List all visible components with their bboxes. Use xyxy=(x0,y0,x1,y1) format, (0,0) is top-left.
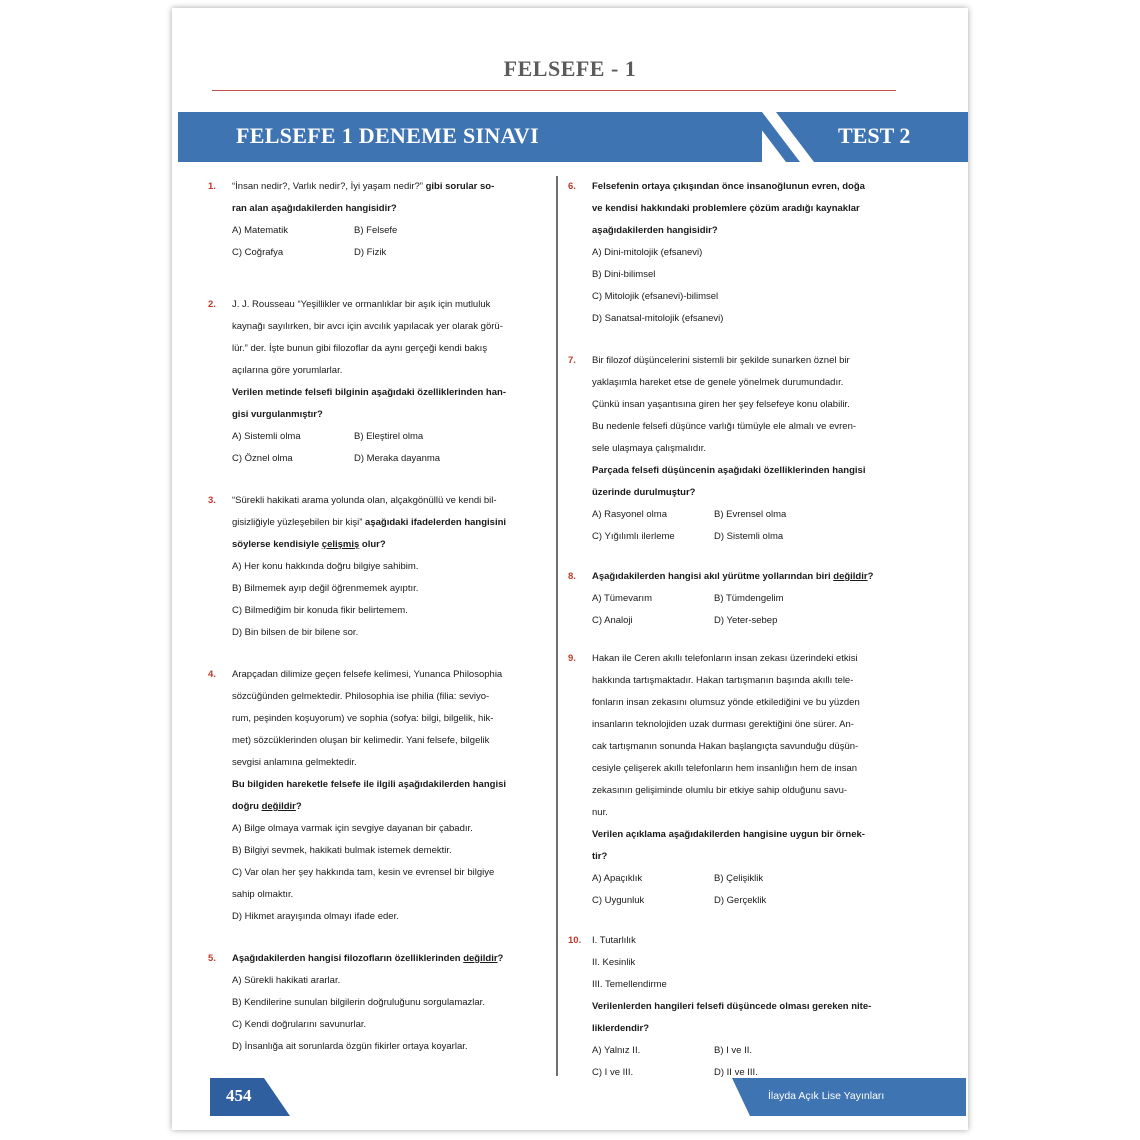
option-d[interactable]: D) Sanatsal-mitolojik (efsanevi) xyxy=(592,313,724,324)
option-d[interactable]: D) Yeter-sebep xyxy=(714,615,778,626)
prompt-text: aşağıdaki ifadelerden hangisini xyxy=(362,517,507,528)
left-column xyxy=(202,176,542,1058)
option-a[interactable]: A) Tümevarım xyxy=(592,593,653,604)
option-b[interactable]: B) I ve II. xyxy=(714,1045,753,1056)
publisher-name: İlayda Açık Lise Yayınları xyxy=(768,1090,885,1102)
question-text-line: sele ulaşmaya çalışmalıdır. xyxy=(592,443,707,454)
question-text-line: lür.” der. İşte bunun gibi filozoflar da aynı gerçeği kendi bakış xyxy=(232,343,488,354)
question-number: 10. xyxy=(568,935,582,946)
title-underline xyxy=(212,90,896,91)
question-prompt xyxy=(232,796,542,818)
option-b[interactable]: B) Evrensel olma xyxy=(714,509,787,520)
prompt-text: olur? xyxy=(359,539,386,550)
prompt-text: Aşağıdakilerden hangisi akıl yürütme yollarından biri xyxy=(592,571,834,582)
question-prompt: liklerdendir? xyxy=(592,1023,650,1034)
question-3 xyxy=(202,490,542,664)
question-text-line: cak tartışmanın sonunda Hakan başlangıçta savunduğu düşün- xyxy=(592,741,859,752)
option-c[interactable]: C) Kendi doğrularını savunurlar. xyxy=(232,1019,367,1030)
prompt-text: ? xyxy=(867,571,874,582)
question-text-line: insanların teknolojiden uzak durması gerektiğini öne sürer. An- xyxy=(592,719,854,730)
question-text-line xyxy=(232,512,542,534)
option-c[interactable]: C) Uygunluk xyxy=(592,895,645,906)
question-text-line: fonların insan zekasını olumsuz yönde etkilediğini ve bu yüzden xyxy=(592,697,860,708)
question-text-line: Hakan ile Ceren akıllı telefonların insan zekası üzerindeki etkisi xyxy=(592,653,858,664)
question-text-line: hakkında tartışmaktadır. Hakan tartışmanın başında akıllı tele- xyxy=(592,675,854,686)
question-text-line: Bir filozof düşüncelerini sistemli bir şekilde sunarken öznel bir xyxy=(592,355,850,366)
prompt-text: ? xyxy=(295,801,302,812)
option-a[interactable]: A) Apaçıklık xyxy=(592,873,643,884)
question-number: 2. xyxy=(208,299,216,310)
question-6 xyxy=(562,176,902,350)
option-c[interactable]: C) Analoji xyxy=(592,615,633,626)
question-text-line: sözcüğünden gelmektedir. Philosophia ise philia (filia: seviyo- xyxy=(232,691,490,702)
option-a[interactable]: A) Sürekli hakikati ararlar. xyxy=(232,975,341,986)
option-b[interactable]: B) Bilgiyi sevmek, hakikati bulmak istemek demektir. xyxy=(232,845,452,856)
option-d[interactable]: D) Bin bilsen de bir bilene sor. xyxy=(232,627,359,638)
question-text-line: zekasının gelişiminde olumlu bir etkiye sahip olduğunu savu- xyxy=(592,785,848,796)
question-4 xyxy=(202,664,542,948)
option-d[interactable]: D) İnsanlığa ait sorunlarda özgün fikirler ortaya koyarlar. xyxy=(232,1041,468,1052)
question-5 xyxy=(202,948,542,1058)
question-7 xyxy=(562,350,902,566)
course-title: FELSEFE - 1 xyxy=(503,56,637,81)
prompt-text: ? xyxy=(497,953,504,964)
column-divider xyxy=(556,176,558,1076)
option-d[interactable]: D) Fizik xyxy=(354,247,387,258)
answer-options xyxy=(592,504,902,548)
option-d[interactable]: D) Merakа dayanma xyxy=(354,453,441,464)
question-prompt: Felsefenin ortaya çıkışından önce insanoğlunun evren, doğa xyxy=(592,181,865,192)
page-number: 454 xyxy=(226,1086,252,1105)
question-text-line: “Sürekli hakikati arama yolunda olan, alçakgönüllü ve kendi bil- xyxy=(232,495,497,506)
exam-title: FELSEFE 1 DENEME SINAVI xyxy=(236,123,539,148)
question-number: 8. xyxy=(568,571,576,582)
question-text-line: açılarına göre yorumlarlar. xyxy=(232,365,343,376)
option-a[interactable]: A) Rasyonel olma xyxy=(592,509,667,520)
option-a[interactable]: A) Matematik xyxy=(232,225,288,236)
answer-options xyxy=(232,220,542,264)
question-prompt: aşağıdakilerden hangisidir? xyxy=(592,225,718,236)
question-prompt: Bu bilgiden hareketle felsefe ile ilgili aşağıdakilerden hangisi xyxy=(232,779,507,790)
answer-options xyxy=(232,426,542,470)
page-footer xyxy=(172,1074,968,1120)
question-prompt xyxy=(232,534,542,556)
option-d[interactable]: D) Gerçeklik xyxy=(714,895,767,906)
prompt-text: Aşağıdakilerden hangisi filozofların özelliklerinden xyxy=(232,953,464,964)
question-number: 7. xyxy=(568,355,576,366)
option-b[interactable]: B) Bilmemek ayıp değil öğrenmemek ayıptır. xyxy=(232,583,419,594)
question-text-line: Arapçadan dilimize geçen felsefe kelimesi, Yunanca Philosophia xyxy=(232,669,503,680)
prompt-text: doğru xyxy=(232,801,262,812)
stem-quote: “İnsan nedir?, Varlık nedir?, İyi yaşam nedir?” xyxy=(232,181,423,192)
option-c[interactable]: C) Öznel olma xyxy=(232,453,293,464)
question-prompt: Verilen açıklama aşağıdakilerden hangisine uygun bir örnek- xyxy=(592,829,865,840)
option-a[interactable]: A) Dini-mitolojik (efsanevi) xyxy=(592,247,703,258)
option-c[interactable]: C) Coğrafya xyxy=(232,247,284,258)
question-text-line: kaynağı sayılırken, bir avcı için avcılık yapılacak yer olarak görü- xyxy=(232,321,503,332)
question-number: 4. xyxy=(208,669,216,680)
exam-page xyxy=(172,8,968,1130)
question-prompt: ve kendisi hakkındaki problemlere çözüm aradığı kaynaklar xyxy=(592,203,860,214)
question-text-line: nur. xyxy=(592,807,608,818)
statement-item: II. Kesinlik xyxy=(592,957,636,968)
question-2 xyxy=(202,294,542,490)
question-prompt: tir? xyxy=(592,851,608,862)
option-a[interactable]: A) Her konu hakkında doğru bilgiye sahibim. xyxy=(232,561,419,572)
prompt-underlined: değildir xyxy=(261,801,296,812)
question-prompt: Verilen metinde felsefi bilginin aşağıdaki özelliklerinden han- xyxy=(232,387,506,398)
question-prompt xyxy=(232,948,542,970)
answer-options xyxy=(592,868,902,912)
question-prompt: Verilenlerden hangileri felsefi düşüncede olması gereken nite- xyxy=(592,1001,872,1012)
answer-options xyxy=(592,588,902,632)
option-b[interactable]: B) Çelişiklik xyxy=(714,873,764,884)
question-number: 9. xyxy=(568,653,576,664)
question-prompt: üzerinde durulmuştur? xyxy=(592,487,696,498)
option-b[interactable]: B) Eleştirel olma xyxy=(354,431,424,442)
question-text-line: Bu nedenle felsefi düşünce varlığı tümüyle ele almalı ve evren- xyxy=(592,421,857,432)
question-prompt: Parçada felsefi düşüncenin aşağıdaki özelliklerinden hangisi xyxy=(592,465,866,476)
question-text-line: Çünkü insan yaşantısına giren her şey felsefeye konu olabilir. xyxy=(592,399,850,410)
stem-bold: gibi sorular so- xyxy=(422,181,495,192)
quote-text: gisizliğiyle yüzleşebilen bir kişi” xyxy=(232,517,363,528)
question-text-line: rum, peşinden koşuyorum) ve sophia (sofya: bilgi, bilgelik, hik- xyxy=(232,713,494,724)
option-c[interactable]: C) I ve III. xyxy=(592,1067,634,1078)
question-number: 3. xyxy=(208,495,216,506)
prompt-underlined: çelişmiş xyxy=(321,539,360,550)
test-banner xyxy=(178,112,968,162)
option-c[interactable]: C) Var olan her şey hakkında tam, kesin ve evrensel bir bilgiye xyxy=(232,867,495,878)
prompt-underlined: değildir xyxy=(463,953,498,964)
prompt-text: söylerse kendisiyle xyxy=(232,539,322,550)
option-a[interactable]: A) Bilge olmaya varmak için sevgiye dayanan bir çabadır. xyxy=(232,823,473,834)
question-1 xyxy=(202,176,542,294)
option-d[interactable]: D) II ve III. xyxy=(714,1067,758,1078)
option-c[interactable]: C) Mitolojik (efsanevi)-bilimsel xyxy=(592,291,719,302)
option-a[interactable]: A) Sistemli olma xyxy=(232,431,301,442)
right-column xyxy=(562,176,902,1084)
question-number: 5. xyxy=(208,953,216,964)
question-10 xyxy=(562,930,902,1084)
question-text-line: yaklaşımla hareket etse de genele yönelmek durumundadır. xyxy=(592,377,844,388)
statement-item: I. Tutarlılık xyxy=(592,935,636,946)
option-c-continued[interactable]: sahip olmaktır. xyxy=(232,889,294,900)
question-prompt xyxy=(592,566,902,588)
question-text-line: sevgisi anlamına gelmektedir. xyxy=(232,757,357,768)
question-number: 1. xyxy=(208,181,216,192)
option-d[interactable]: D) Hikmet arayışında olmayı ifade eder. xyxy=(232,911,399,922)
question-prompt: ran alan aşağıdakilerden hangisidir? xyxy=(232,203,397,214)
test-number: TEST 2 xyxy=(838,123,911,148)
question-number: 6. xyxy=(568,181,576,192)
question-text-line: cesiyle çelişerek akıllı telefonların hem insanlığın hem de insan xyxy=(592,763,858,774)
question-8 xyxy=(562,566,902,648)
question-9 xyxy=(562,648,902,930)
statement-item: III. Temellendirme xyxy=(592,979,667,990)
prompt-underlined: değildir xyxy=(833,571,868,582)
question-stem xyxy=(232,176,542,198)
option-b[interactable]: B) Kendilerine sunulan bilgilerin doğruluğunu sorgulamazlar. xyxy=(232,997,485,1008)
option-b[interactable]: B) Felsefe xyxy=(354,225,398,236)
option-c[interactable]: C) Yığılımlı ilerleme xyxy=(592,531,675,542)
question-text-line: J. J. Rousseau “Yeşillikler ve ormanlıklar bir aşık için mutluluk xyxy=(232,299,491,310)
option-d[interactable]: D) Sistemli olma xyxy=(714,531,784,542)
option-c[interactable]: C) Bilmediğim bir konuda fikir belirtemem. xyxy=(232,605,408,616)
question-text-line: met) sözcüklerinden oluşan bir kelimedir. Yani felsefe, bilgelik xyxy=(232,735,490,746)
option-b[interactable]: B) Dini-bilimsel xyxy=(592,269,656,280)
option-b[interactable]: B) Tümdengelim xyxy=(714,593,784,604)
option-a[interactable]: A) Yalnız II. xyxy=(592,1045,641,1056)
question-prompt: gisi vurgulanmıştır? xyxy=(232,409,323,420)
